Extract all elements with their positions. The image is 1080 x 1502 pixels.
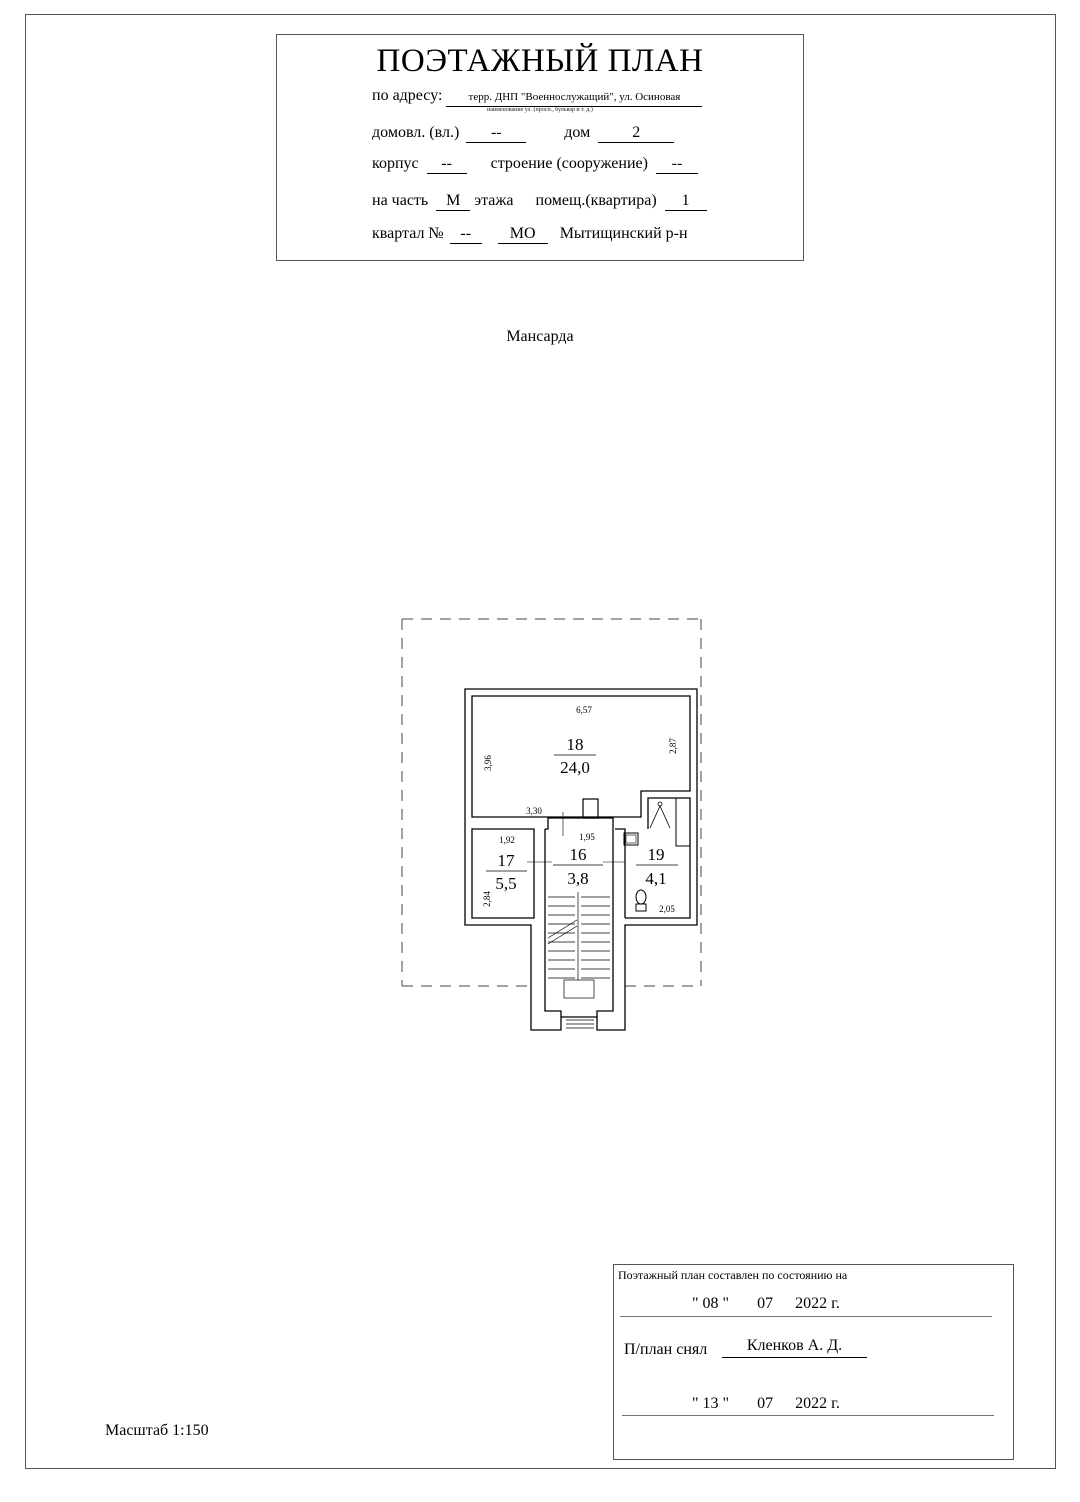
dim-r19-width: 2,05 bbox=[659, 904, 675, 914]
stroenie-value: -- bbox=[656, 155, 698, 174]
shower-fixture bbox=[676, 798, 690, 846]
survey-stamp bbox=[613, 1264, 1014, 1460]
drawing-date-day: " 13 " bbox=[692, 1395, 730, 1412]
dim-r17-width: 1,92 bbox=[499, 835, 515, 845]
room-16-area: 3,8 bbox=[567, 869, 589, 888]
drawing-date-line bbox=[622, 1415, 994, 1416]
surveyor-name: Кленков А. Д. bbox=[722, 1337, 867, 1358]
domovl-value: -- bbox=[466, 124, 526, 143]
floor-label: Мансарда bbox=[506, 328, 574, 345]
shower-icon bbox=[650, 806, 670, 828]
dom-label: дом bbox=[564, 124, 591, 141]
stairs bbox=[548, 892, 610, 1028]
korpus-value: -- bbox=[427, 155, 467, 174]
pomeshch-label: помещ.(квартира) bbox=[535, 192, 657, 209]
region-value: МО bbox=[498, 225, 548, 244]
room-18-area: 24,0 bbox=[560, 758, 590, 777]
scale-label: Масштаб 1:150 bbox=[105, 1422, 209, 1439]
room-16-number: 16 bbox=[569, 845, 587, 864]
toilet-icon bbox=[636, 890, 646, 904]
district-name: Мытищинский р-н bbox=[559, 225, 688, 242]
dim-r17-height: 2,84 bbox=[482, 891, 492, 907]
page-title: ПОЭТАЖНЫЙ ПЛАН bbox=[376, 43, 704, 79]
chast-label: на часть bbox=[372, 192, 429, 209]
room-17-area: 5,5 bbox=[495, 874, 517, 893]
drawing-date bbox=[692, 1395, 840, 1413]
dim-mid-width: 3,30 bbox=[526, 806, 542, 816]
room-17-number: 17 bbox=[497, 851, 515, 870]
dim-top-width: 6,57 bbox=[576, 705, 592, 715]
dim-right-height: 2,87 bbox=[668, 738, 678, 754]
survey-date-day: " 08 " bbox=[692, 1295, 730, 1312]
pomeshch-value: 1 bbox=[665, 192, 707, 211]
vent-shaft bbox=[583, 799, 598, 818]
korpus-label: корпус bbox=[372, 155, 419, 172]
roof-outline bbox=[402, 619, 701, 986]
address-value: терр. ДНП "Военнослужащий", ул. Осиновая bbox=[446, 88, 702, 107]
stamp-caption: Поэтажный план составлен по состоянию на bbox=[618, 1268, 848, 1282]
dim-left-height: 3,96 bbox=[483, 755, 493, 771]
drawing-date-year: 2022 г. bbox=[795, 1395, 840, 1412]
surveyor-label: П/план снял bbox=[624, 1341, 708, 1358]
chast-value: М bbox=[436, 192, 470, 211]
survey-date-year: 2022 г. bbox=[795, 1295, 840, 1312]
survey-date-line bbox=[620, 1316, 992, 1317]
domovl-label: домовл. (вл.) bbox=[372, 124, 460, 141]
stroenie-label: строение (сооружение) bbox=[490, 155, 648, 172]
dom-value: 2 bbox=[598, 124, 674, 143]
dim-r16-width: 1,95 bbox=[579, 832, 595, 842]
etazha-label: этажа bbox=[474, 192, 514, 209]
survey-date bbox=[692, 1295, 840, 1313]
drawing-date-month: 07 bbox=[757, 1395, 774, 1412]
kvartal-label: квартал № bbox=[372, 225, 444, 242]
room-19-number: 19 bbox=[647, 845, 665, 864]
room-18-number: 18 bbox=[566, 735, 584, 754]
address-hint: наименование ул. (просп., бульвар и т. д.) bbox=[487, 107, 593, 113]
room-19-area: 4,1 bbox=[645, 869, 667, 888]
kvartal-value: -- bbox=[450, 225, 482, 244]
address-label: по адресу: bbox=[372, 87, 443, 104]
survey-date-month: 07 bbox=[757, 1295, 774, 1312]
